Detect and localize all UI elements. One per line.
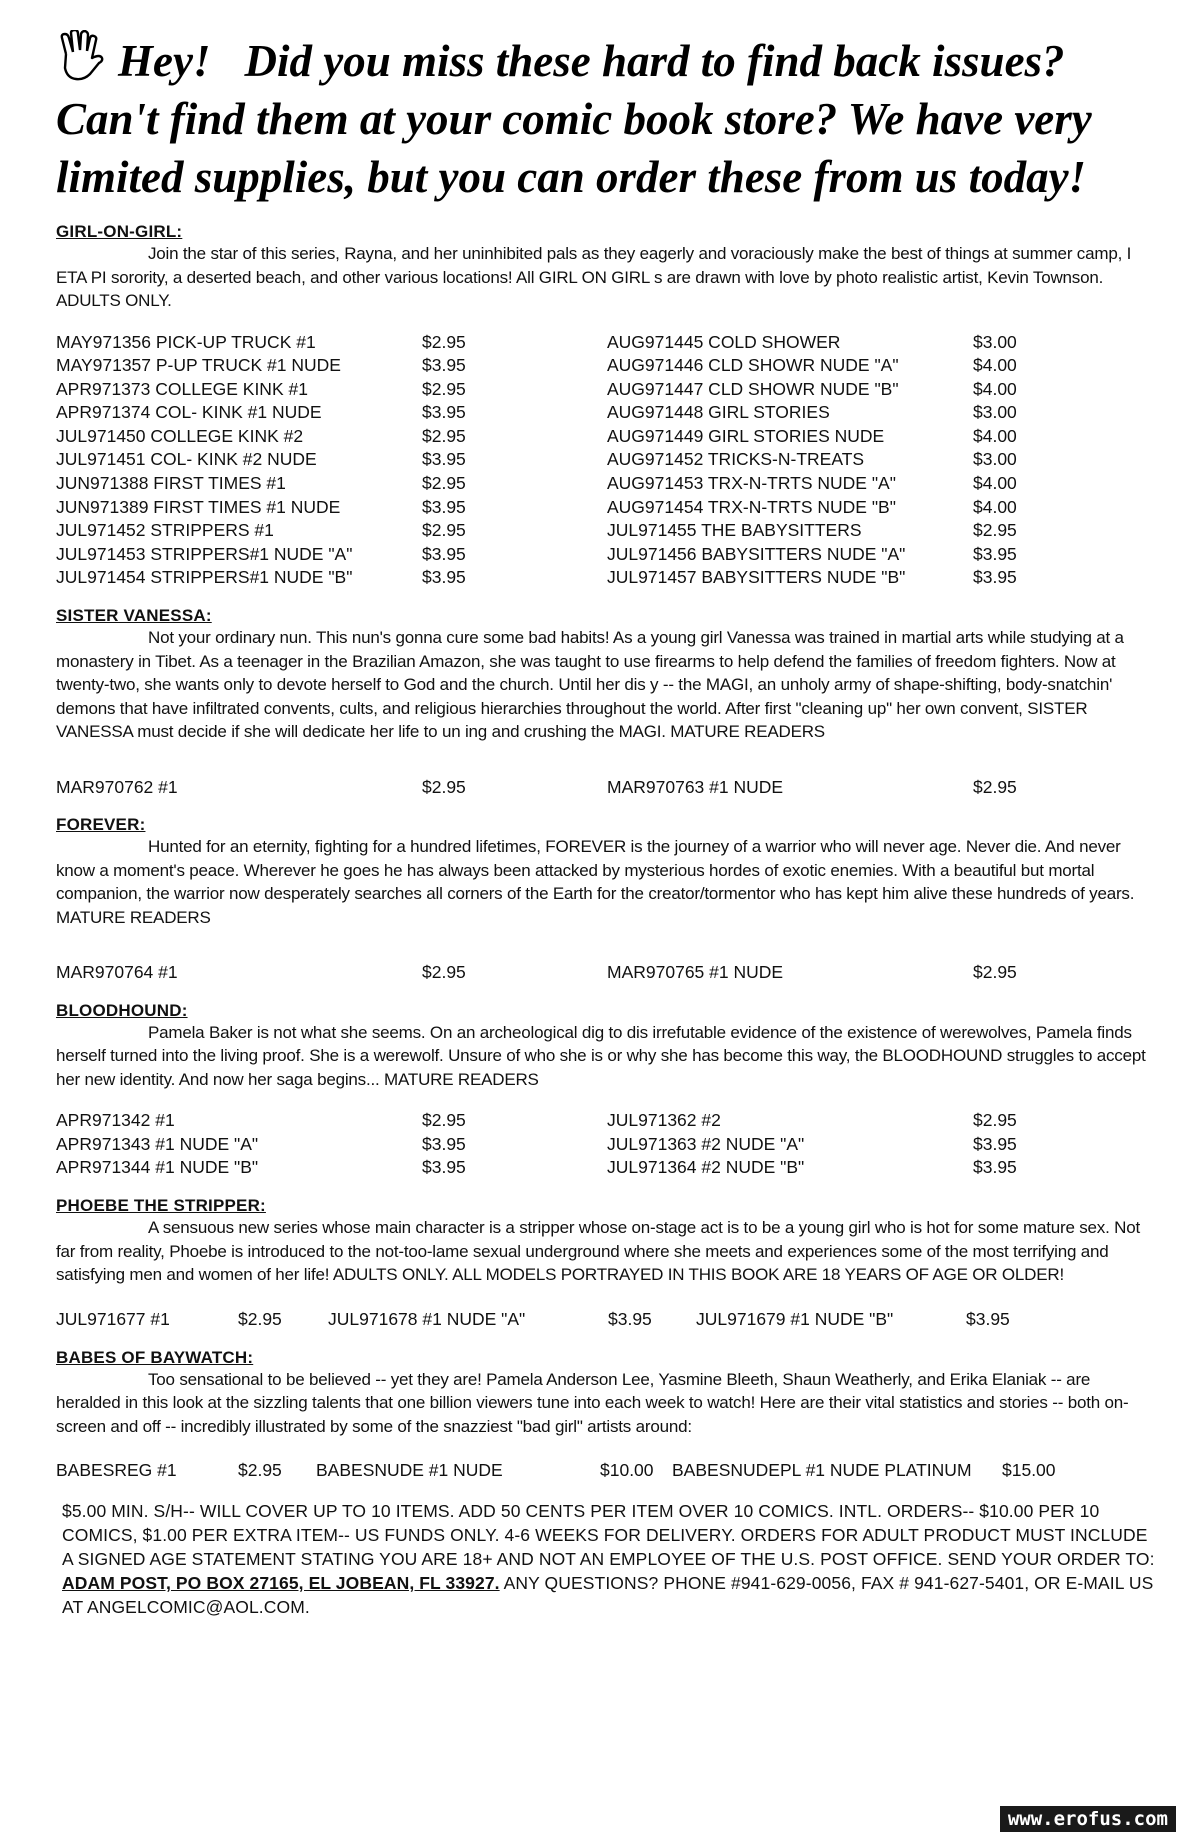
product-code: JUN971389 FIRST TIMES #1 NUDE	[56, 496, 341, 517]
product-code: BABESNUDEPL #1 NUDE PLATINUM	[672, 1460, 972, 1480]
product-price: $10.00	[600, 1460, 654, 1480]
product-code: JUL971450 COLLEGE KINK #2	[56, 425, 304, 446]
product-price: $4.00	[973, 378, 1017, 399]
product-price: $2.95	[238, 1460, 282, 1480]
product-price: $3.95	[422, 355, 466, 376]
product-price: $3.95	[422, 1133, 466, 1154]
product-code: JUL971454 STRIPPERS#1 NUDE "B"	[56, 567, 353, 588]
mailing-address: ADAM POST, PO BOX 27165, EL JOBEAN, FL 33927.	[62, 1573, 500, 1593]
product-code: MAR970762 #1	[56, 776, 178, 797]
product-price: $2.95	[973, 776, 1017, 797]
product-code: MAR970765 #1 NUDE	[607, 962, 784, 983]
product-price: $4.00	[973, 355, 1017, 376]
product-price: $2.95	[973, 1110, 1017, 1131]
product-code: AUG971448 GIRL STORIES	[607, 402, 830, 423]
product-price: $4.00	[973, 496, 1017, 517]
headline-text-1: Did you miss these hard to find back issues?	[244, 36, 1065, 86]
product-list	[56, 776, 1156, 800]
headline-line-1	[56, 30, 1156, 90]
product-code: JUL971364 #2 NUDE "B"	[607, 1157, 805, 1178]
product-code: BABESREG #1	[56, 1460, 177, 1480]
headline-line-3: limited supplies, but you can order these from us today!	[56, 152, 1087, 202]
section-title: FOREVER:	[56, 815, 146, 835]
product-price: $2.95	[422, 520, 466, 541]
product-price: $3.95	[973, 567, 1017, 588]
product-list	[56, 331, 1156, 591]
product-price: $3.95	[973, 1157, 1017, 1178]
section-girl-on-girl	[56, 222, 1156, 590]
product-price: $3.95	[422, 449, 466, 470]
section-description: Hunted for an eternity, fighting for a hundred lifetimes, FOREVER is the journey of a warrior who will never age. Never die. And never know a moment's peace. Wherever he goes he has always been attacked by mysterious hordes of exotic enemies. With a beautiful but mortal companion, the warrior now desperately searches all corners of the Earth for the creator/tormentor who has kept him alive these hundreds of years. MATURE READERS	[56, 837, 1135, 927]
product-code: JUL971453 STRIPPERS#1 NUDE "A"	[56, 543, 353, 564]
section-description: A sensuous new series whose main character is a stripper whose on-stage act is to be a young girl who is hot for some mature sex. Not far from reality, Phoebe is introduced to the not-too-lame sexual underground where she meets and experiences some of the most terrifying and satisfying men and women of her life! ADULTS ONLY. ALL MODELS PORTRAYED IN THIS BOOK ARE 18 YEARS OF AGE OR OLDER!	[56, 1218, 1141, 1284]
product-row	[56, 1460, 1156, 1481]
product-code: BABESNUDE #1 NUDE	[316, 1460, 503, 1480]
section-title: GIRL-ON-GIRL:	[56, 222, 183, 241]
product-price: $4.00	[973, 425, 1017, 446]
waving-hand-icon	[56, 30, 106, 82]
section-phoebe-the-stripper	[56, 1196, 1156, 1330]
section-bloodhound	[56, 1001, 1156, 1180]
product-code: AUG971446 CLD SHOWR NUDE "A"	[607, 355, 899, 376]
watermark: www.erofus.com	[1000, 1806, 1176, 1832]
product-row	[56, 1309, 1156, 1330]
headline	[56, 30, 1156, 206]
product-code: JUL971452 STRIPPERS #1	[56, 520, 274, 541]
product-price: $3.95	[422, 567, 466, 588]
product-price: $3.95	[422, 1157, 466, 1178]
product-code: JUN971388 FIRST TIMES #1	[56, 473, 286, 494]
section-description: Pamela Baker is not what she seems. On an archeological dig to dis irrefutable evidence of the existence of werewolves, Pamela finds herself turned into the living proof. She is a werewolf. Unsure of who she is or why she has become this way, the BLOODHOUND struggles to accept her new identity. And now her saga begins... MATURE READERS	[56, 1022, 1146, 1089]
product-code: JUL971678 #1 NUDE "A"	[328, 1308, 526, 1329]
product-code: AUG971447 CLD SHOWR NUDE "B"	[607, 378, 899, 399]
headline-line-2: Can't find them at your comic book store? We have very	[56, 94, 1092, 144]
product-code: JUL971456 BABYSITTERS NUDE "A"	[607, 543, 906, 564]
product-code: APR971344 #1 NUDE "B"	[56, 1157, 259, 1178]
contact-text: ANY QUESTIONS? PHONE #941-629-0056, FAX # 941-627-5401, OR E-MAIL US AT ANGELCOMIC@AOL.COM.	[62, 1573, 1154, 1617]
product-code: AUG971445 COLD SHOWER	[607, 331, 841, 352]
product-code: AUG971453 TRX-N-TRTS NUDE "A"	[607, 473, 896, 494]
product-price: $2.95	[973, 962, 1017, 983]
product-price: $3.95	[422, 543, 466, 564]
product-code: AUG971449 GIRL STORIES NUDE	[607, 425, 885, 446]
product-price: $3.95	[422, 496, 466, 517]
product-price: $2.95	[422, 425, 466, 446]
product-code: AUG971454 TRX-N-TRTS NUDE "B"	[607, 496, 896, 517]
section-sister-vanessa	[56, 606, 1156, 799]
product-code: MAY971356 PICK-UP TRUCK #1	[56, 331, 316, 352]
page	[56, 30, 1156, 1619]
hey-text: Hey!	[118, 36, 211, 86]
section-description: Join the star of this series, Rayna, and her uninhibited pals as they eagerly and voraciously make the best of things at summer camp, I ETA PI sorority, a deserted beach, and other various locations! All GIRL ON GIRL s are drawn with love by photo realistic artist, Kevin Townson. ADULTS ONLY.	[56, 244, 1132, 310]
product-price: $2.95	[422, 331, 466, 352]
product-code: MAY971357 P-UP TRUCK #1 NUDE	[56, 355, 341, 376]
product-code: JUL971363 #2 NUDE "A"	[607, 1133, 805, 1154]
product-price: $15.00	[1002, 1460, 1056, 1480]
product-code: APR971374 COL- KINK #1 NUDE	[56, 402, 322, 423]
product-code: MAR970764 #1	[56, 962, 178, 983]
product-list	[56, 961, 1156, 985]
product-price: $2.95	[422, 962, 466, 983]
section-title: SISTER VANESSA:	[56, 606, 212, 626]
product-price: $3.00	[973, 402, 1017, 423]
section-babes-of-baywatch	[56, 1348, 1156, 1482]
section-title: PHOEBE THE STRIPPER:	[56, 1196, 266, 1215]
section-description: Too sensational to be believed -- yet they are! Pamela Anderson Lee, Yasmine Bleeth, Shaun Weatherly, and Erika Elaniak -- are heralded in this look at the sizzling talents that one billion viewers tune into each week to watch! Here are their vital statistics and stories -- both on-screen and off -- incredibly illustrated by some of the snazziest "bad girl" artists around:	[56, 1369, 1129, 1436]
product-price: $2.95	[422, 1110, 466, 1131]
order-instructions	[56, 1499, 1156, 1619]
product-code: APR971373 COLLEGE KINK #1	[56, 378, 308, 399]
product-code: AUG971452 TRICKS-N-TREATS	[607, 449, 865, 470]
product-price: $2.95	[973, 520, 1017, 541]
product-list	[56, 1109, 1156, 1180]
product-code: JUL971679 #1 NUDE "B"	[696, 1308, 894, 1329]
section-title: BABES OF BAYWATCH:	[56, 1347, 254, 1367]
product-price: $2.95	[422, 378, 466, 399]
product-price: $3.95	[608, 1308, 652, 1329]
section-description: Not your ordinary nun. This nun's gonna cure some bad habits! As a young girl Vanessa was trained in martial arts while studying at a monastery in Tibet. As a teenager in the Brazilian Amazon, she was taught to use firearms to help defend the families of freedom fighters. Now at twenty-two, she wants only to devote herself to God and the church. Until her dis y -- the MAGI, an unholy army of shape-shifting, body-snatchin' demons that have infiltrated convents, cults, and religious hierarchies throughout the world. After first "cleaning up" her own convent, SISTER VANESSA must decide if she will dedicate her life to un ing and crushing the MAGI. MATURE READERS	[56, 628, 1124, 742]
product-price: $3.95	[973, 1133, 1017, 1154]
product-code: JUL971362 #2	[607, 1110, 721, 1131]
product-price: $4.00	[973, 473, 1017, 494]
product-price: $3.00	[973, 449, 1017, 470]
product-code: APR971342 #1	[56, 1110, 175, 1131]
product-code: APR971343 #1 NUDE "A"	[56, 1133, 259, 1154]
product-price: $2.95	[422, 473, 466, 494]
product-code: JUL971455 THE BABYSITTERS	[607, 520, 862, 541]
product-price: $2.95	[422, 776, 466, 797]
product-price: $2.95	[238, 1308, 282, 1329]
product-price: $3.95	[422, 402, 466, 423]
product-code: MAR970763 #1 NUDE	[607, 776, 784, 797]
product-price: $3.00	[973, 331, 1017, 352]
product-price: $3.95	[966, 1308, 1010, 1329]
order-text: $5.00 MIN. S/H-- WILL COVER UP TO 10 ITEMS. ADD 50 CENTS PER ITEM OVER 10 COMICS. INTL. ORDERS-- $10.00 PER 10 COMICS, $1.00 PER EXTRA ITEM-- US FUNDS ONLY. 4-6 WEEKS FOR DELIVERY. ORDERS FOR ADULT PRODUCT MUST INCLUDE A SIGNED AGE STATEMENT STATING YOU ARE 18+ AND NOT AN EMPLOYEE OF THE U.S. POST OFFICE. SEND YOUR ORDER TO:	[62, 1501, 1155, 1569]
product-price: $3.95	[973, 543, 1017, 564]
product-code: JUL971457 BABYSITTERS NUDE "B"	[607, 567, 906, 588]
section-forever	[56, 815, 1156, 985]
section-title: BLOODHOUND:	[56, 1000, 188, 1020]
product-code: JUL971677 #1	[56, 1308, 170, 1329]
product-code: JUL971451 COL- KINK #2 NUDE	[56, 449, 317, 470]
